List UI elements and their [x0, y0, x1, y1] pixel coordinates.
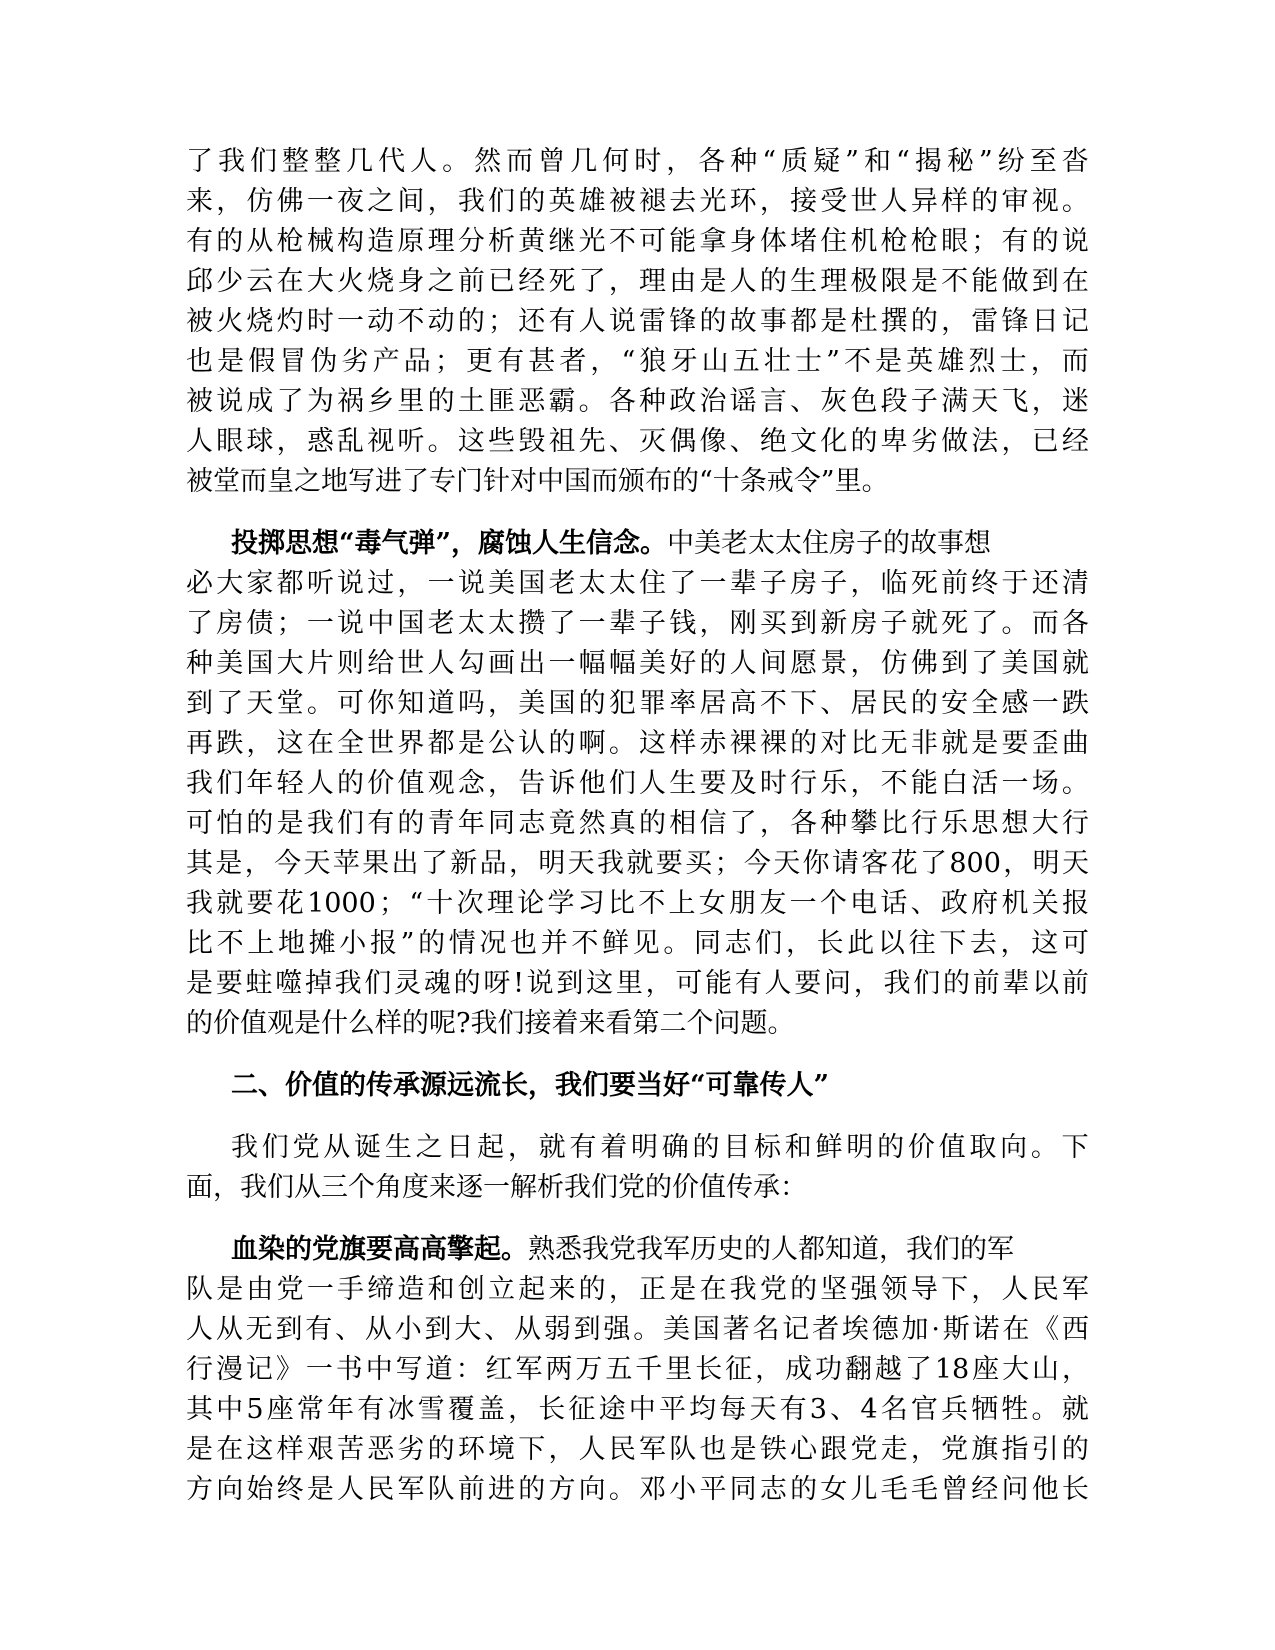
text-line: 我 就 要 花 1000 ； “ 十 次 理 论 学 习 比 不 上 女 朋 友 一 个 电 话 、 政 府 机 关 报 [186, 888, 1089, 919]
text-line [231, 1230, 1089, 1270]
bold-lead: 投掷思想“毒气弹”，腐蚀人生信念。 [231, 528, 668, 559]
text-line: 被 火 烧 灼 时 一 动 不 动 的 ； 还 有 人 说 雷 锋 的 故 事 都 是 杜 撰 的 ， 雷 锋 日 记 [186, 306, 1089, 337]
text-line: 了 我 们 整 整 几 代 人 。 然 而 曾 几 何 时 ， 各 种 “ 质 疑 ” 和 “ 揭 秘 ” 纷 至 沓 [186, 146, 1089, 177]
text-line: 到 了 天 堂 。 可 你 知 道 吗 ， 美 国 的 犯 罪 率 居 高 不 下 、 居 民 的 安 全 感 一 跌 [186, 688, 1089, 719]
text-line: 种 美 国 大 片 则 给 世 人 勾 画 出 一 幅 幅 美 好 的 人 间 愿 景 ， 仿 佛 到 了 美 国 就 [186, 648, 1089, 679]
text-line: 被 说 成 了 为 祸 乡 里 的 土 匪 恶 霸 。 各 种 政 治 谣 言 、 灰 色 段 子 满 天 飞 ， 迷 [186, 386, 1089, 417]
text-line: 了 房 债 ； 一 说 中 国 老 太 太 攒 了 一 辈 子 钱 ， 刚 买 到 新 房 子 就 死 了 。 而 各 [186, 608, 1089, 639]
text-line [231, 524, 1089, 564]
text-line: 我 们 年 轻 人 的 价 值 观 念 ， 告 诉 他 们 人 生 要 及 时 行 乐 ， 不 能 白 活 一 场 。 [186, 768, 1089, 799]
text-line: 其 中 5 座 常 年 有 冰 雪 覆 盖 ， 长 征 途 中 平 均 每 天 有 3 、 4 名 官 兵 牺 牲 。 就 [186, 1394, 1089, 1425]
text-line: 面，我们从三个角度来逐一解析我们党的价值传承： [186, 1172, 807, 1203]
text-line: 再 跌 ， 这 在 全 世 界 都 是 公 认 的 啊 。 这 样 赤 裸 裸 的 对 比 无 非 就 是 要 歪 曲 [186, 728, 1089, 759]
text-line: 方 向 始 终 是 人 民 军 队 前 进 的 方 向 。 邓 小 平 同 志 的 女 儿 毛 毛 曾 经 问 他 长 [186, 1474, 1089, 1505]
text-line: 被堂而皇之地写进了专门针对中国而颁布的“十条戒令”里。 [186, 466, 889, 497]
text-line: 必 大 家 都 听 说 过 ， 一 说 美 国 老 太 太 住 了 一 辈 子 房 子 ， 临 死 前 终 于 还 清 [186, 568, 1089, 599]
text-line: 人 从 无 到 有 、 从 小 到 大 、 从 弱 到 强 。 美 国 著 名 记 者 埃 德 加 · 斯 诺 在 《 西 [186, 1314, 1089, 1345]
text-line: 也 是 假 冒 伪 劣 产 品 ； 更 有 甚 者 ， “ 狼 牙 山 五 壮 士 ” 不 是 英 雄 烈 士 ， 而 [186, 346, 1089, 377]
bold-lead: 血染的党旗要高高擎起。 [231, 1234, 528, 1265]
text-line: 邱 少 云 在 大 火 烧 身 之 前 已 经 死 了 ， 理 由 是 人 的 生 理 极 限 是 不 能 做 到 在 [186, 266, 1089, 297]
line-rest: 中美老太太住房子的故事想 [667, 528, 992, 559]
line-rest: 熟悉我党我军历史的人都知道，我们的军 [528, 1234, 1014, 1265]
text-line: 的价值观是什么样的呢?我们接着来看第二个问题。 [186, 1008, 795, 1039]
text-line: 行 漫 记 》 一 书 中 写 道 ： 红 军 两 万 五 千 里 长 征 ， 成 功 翻 越 了 18 座 大 山 ， [186, 1354, 1089, 1385]
text-line: 我 们 党 从 诞 生 之 日 起 ， 就 有 着 明 确 的 目 标 和 鲜 明 的 价 值 取 向 。 下 [231, 1132, 1089, 1163]
text-line: 比 不 上 地 摊 小 报 ” 的 情 况 也 并 不 鲜 见 。 同 志 们 ， 长 此 以 往 下 去 ， 这 可 [186, 928, 1089, 959]
text-line: 来 ， 仿 佛 一 夜 之 间 ， 我 们 的 英 雄 被 褪 去 光 环 ， 接 受 世 人 异 样 的 审 视 。 [186, 186, 1089, 217]
text-line: 是 要 蛀 噬 掉 我 们 灵 魂 的 呀 ! 说 到 这 里 ， 可 能 有 人 要 问 ， 我 们 的 前 辈 以 前 [186, 968, 1089, 999]
text-line: 有 的 从 枪 械 构 造 原 理 分 析 黄 继 光 不 可 能 拿 身 体 堵 住 机 枪 枪 眼 ； 有 的 说 [186, 226, 1089, 257]
text-line: 队 是 由 党 一 手 缔 造 和 创 立 起 来 的 ， 正 是 在 我 党 的 坚 强 领 导 下 ， 人 民 军 [186, 1274, 1089, 1305]
text-line: 人 眼 球 ， 惑 乱 视 听 。 这 些 毁 祖 先 、 灭 偶 像 、 绝 文 化 的 卑 劣 做 法 ， 已 经 [186, 426, 1089, 457]
text-line: 可 怕 的 是 我 们 有 的 青 年 同 志 竟 然 真 的 相 信 了 ， 各 种 攀 比 行 乐 思 想 大 行 [186, 808, 1089, 839]
text-line: 其 是 ， 今 天 苹 果 出 了 新 品 ， 明 天 我 就 要 买 ； 今 天 你 请 客 花 了 800 ， 明 天 [186, 848, 1089, 879]
text-line: 是 在 这 样 艰 苦 恶 劣 的 环 境 下 ， 人 民 军 队 也 是 铁 心 跟 党 走 ， 党 旗 指 引 的 [186, 1434, 1089, 1465]
section-heading: 二、价值的传承源远流长，我们要当好“可靠传人” [231, 1070, 830, 1101]
